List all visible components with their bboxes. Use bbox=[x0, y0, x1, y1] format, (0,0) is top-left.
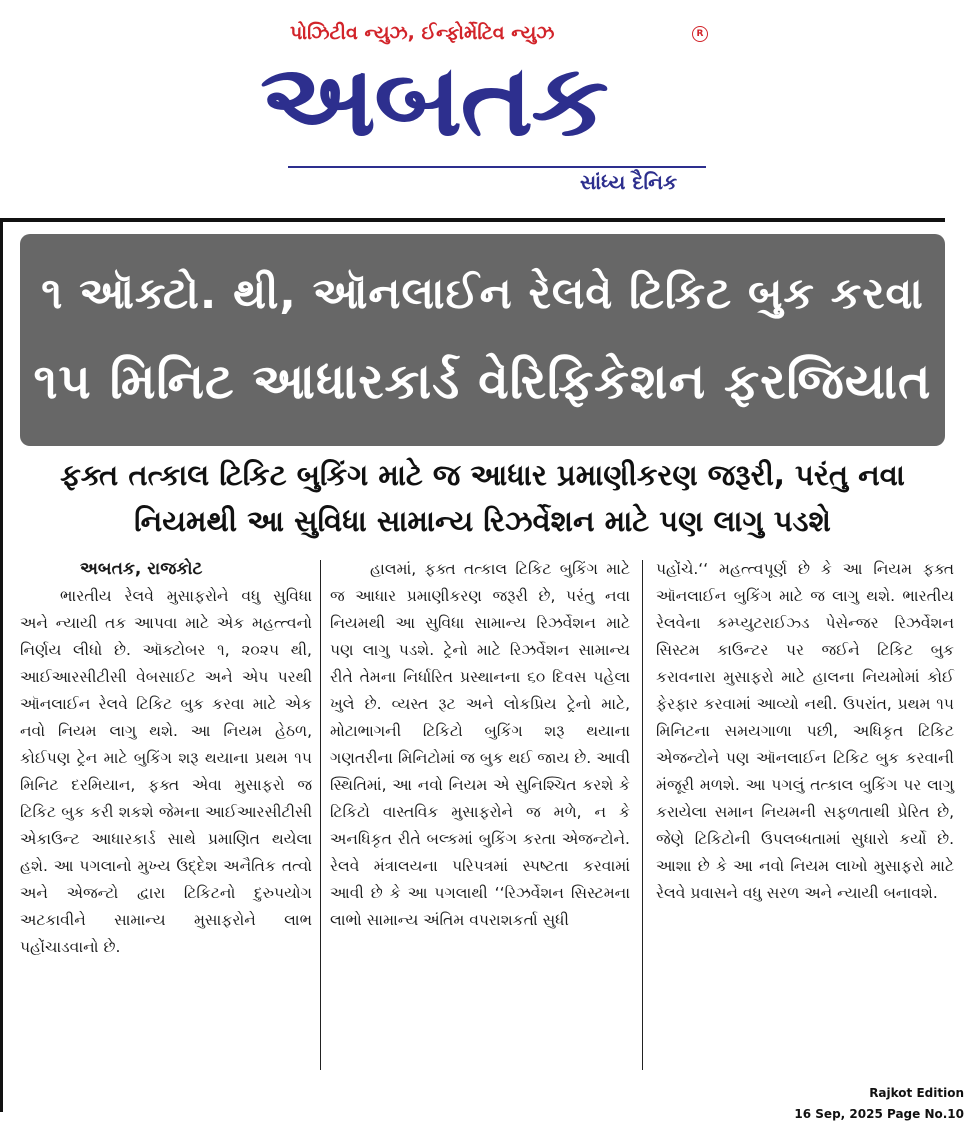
edition-date-page: 16 Sep, 2025 Page No.10 bbox=[794, 1107, 964, 1121]
edition-name: Rajkot Edition bbox=[869, 1086, 964, 1100]
newspaper-logo: અબતક bbox=[260, 42, 607, 159]
subheadline-line-1: ફક્ત તત્કાલ ટિકિટ બુકિંગ માટે જ આધાર પ્રમાણીકરણ જરૂરી, પરંતુ નવા bbox=[60, 458, 905, 492]
article-paragraph: ભારતીય રેલવે મુસાફરોને વધુ સુવિધા અને ન્યાયી તક આપવા માટે એક મહત્ત્વનો નિર્ણય લીધો છે. ઑક્ટોબર ૧, ૨૦૨૫ થી, આઈઆરસીટીસી વેબસાઈટ અને એપ પરથી ઑનલાઈન રેલવે ટિકિટ બુક કરવા માટે એક નવો નિયમ લાગુ થશે. આ નિયમ હેઠળ, કોઈપણ ટ્રેન માટે બુકિંગ શરૂ થયાના પ્રથમ ૧૫ મિનિટ દરમિયાન, ફક્ત એવા મુસાફરો જ ટિકિટ બુક કરી શકશે જેમના આઈઆરસીટીસી એકાઉન્ટ આધારકાર્ડ સાથે પ્રમાણિત થયેલા હશે. આ પગલાનો મુખ્ય ઉદ્દેશ અનૈતિક તત્વો અને એજન્ટો દ્વારા ટિકિટનો દુરુપયોગ અટકાવીને સામાન્ય મુસાફરોને લાભ પહોંચાડવાનો છે. bbox=[20, 587, 312, 956]
masthead bbox=[260, 18, 720, 208]
article-column-2 bbox=[330, 556, 630, 934]
article-column-1 bbox=[20, 556, 312, 961]
side-rule bbox=[0, 222, 3, 1112]
subheadline-line-2: નિયમથી આ સુવિધા સામાન્ય રિઝર્વેશન માટે પણ લાગુ પડશે bbox=[134, 504, 831, 538]
masthead-subtitle: સાંધ્ય દૈનિક bbox=[580, 170, 678, 194]
byline: અબતક, રાજકોટ bbox=[80, 559, 203, 579]
article-column-3 bbox=[656, 556, 954, 907]
headline-line-2: ૧૫ મિનિટ આધારકાર્ડ વેરિફિકેશન ફરજિયાત bbox=[33, 353, 932, 410]
headline-box bbox=[20, 234, 945, 446]
logo-underline bbox=[288, 166, 706, 168]
edition-info bbox=[794, 1083, 964, 1125]
subheadline bbox=[20, 452, 945, 544]
article-paragraph: હાલમાં, ફક્ત તત્કાલ ટિકિટ બુકિંગ માટે જ આધાર પ્રમાણીકરણ જરૂરી છે, પરંતુ નવા નિયમથી આ સુવિધા સામાન્ય રિઝર્વેશન માટે પણ લાગુ પડશે. ટ્રેનો માટે રિઝર્વેશન સામાન્ય રીતે તેમના નિર્ધારિત પ્રસ્થાનના ૬૦ દિવસ પહેલા ખુલે છે. વ્યસ્ત રૂટ અને લોકપ્રિય ટ્રેનો માટે, મોટાભાગની ટિકિટો બુકિંગ શરૂ થયાના ગણતરીના મિનિટોમાં જ બુક થઈ જાય છે. આવી સ્થિતિમાં, આ નવો નિયમ એ સુનિશ્ચિત કરશે કે ટિકિટો વાસ્તવિક મુસાફરોને જ મળે, ન કે અનધિકૃત રીતે બલ્કમાં બુકિંગ કરતા એજન્ટોને. રેલવે મંત્રાલયના પરિપત્રમાં સ્પષ્ટતા કરવામાં આવી છે કે આ પગલાથી ‘‘રિઝર્વેશન સિસ્ટમના લાભો સામાન્ય અંતિમ વપરાશકર્તા સુધી bbox=[330, 560, 630, 929]
top-rule bbox=[0, 218, 945, 222]
column-divider bbox=[320, 560, 321, 1070]
tagline: પોઝિટીવ ન્યુઝ, ઈન્ફોર્મેટિવ ન્યુઝ bbox=[290, 22, 555, 44]
headline-line-1: ૧ ઑક્ટો. થી, ઑનલાઈન રેલવે ટિકિટ બુક કરવા bbox=[41, 269, 924, 319]
article-paragraph: પહોંચે.‘‘ મહત્ત્વપૂર્ણ છે કે આ નિયમ ફક્ત ઑનલાઈન બુકિંગ માટે જ લાગુ થશે. ભારતીય રેલવેના કમ્પ્યુટરાઈઝ્ડ પેસેન્જર રિઝર્વેશન સિસ્ટમ કાઉન્ટર પર જઈને ટિકિટ બુક કરાવનારા મુસાફરો માટે હાલના નિયમોમાં કોઈ ફેરફાર કરવામાં આવ્યો નથી. ઉપરાંત, પ્રથમ ૧૫ મિનિટના સમયગાળા પછી, અધિકૃત ટિકિટ એજન્ટોને પણ ઑનલાઈન ટિકિટ બુક કરવાની મંજૂરી મળશે. આ પગલું તત્કાલ બુકિંગ પર લાગુ કરાયેલા સમાન નિયમની સફળતાથી પ્રેરિત છે, જેણે ટિકિટોની ઉપલબ્ધતામાં સુધારો કર્યો છે. આશા છે કે આ નવો નિયમ લાખો મુસાફરો માટે રેલવે પ્રવાસને વધુ સરળ અને ન્યાયી બનાવશે. bbox=[656, 560, 954, 902]
registered-mark-icon: R bbox=[692, 26, 708, 42]
column-divider bbox=[642, 560, 643, 1070]
